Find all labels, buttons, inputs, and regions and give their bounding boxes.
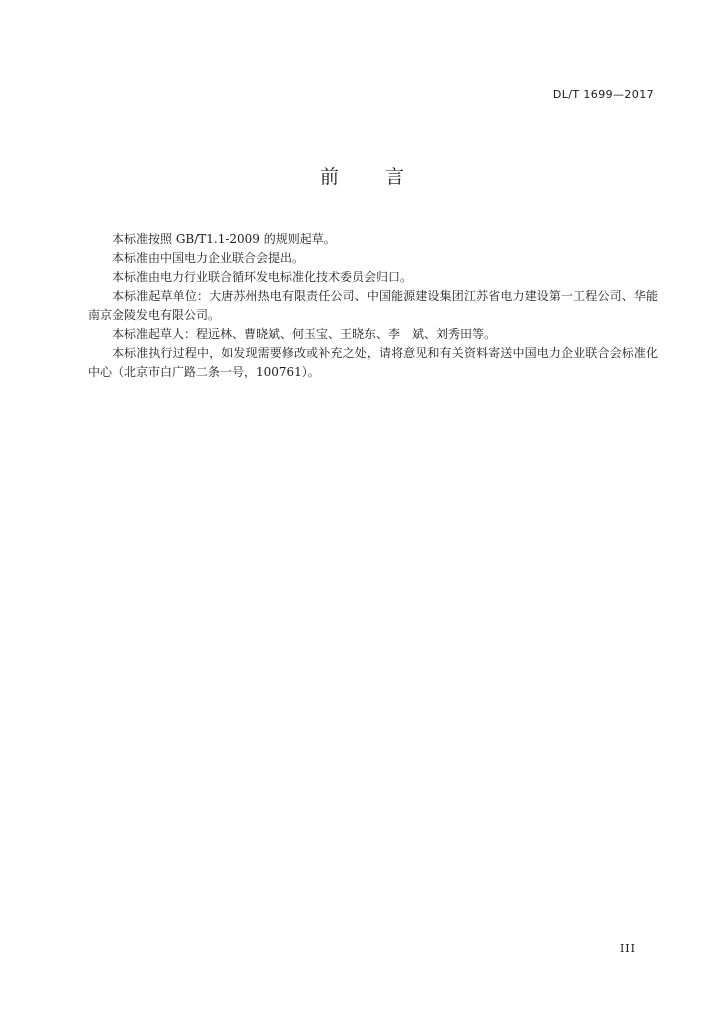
paragraph-feedback: 本标准执行过程中，如发现需要修改或补充之处，请将意见和有关资料寄送中国电力企业联合会标准化中心（北京市白广路二条一号，100761）。	[88, 346, 658, 379]
foreword-body	[88, 230, 658, 382]
paragraph-drafting-rules: 本标准按照 GB/T1.1-2009 的规则起草。	[112, 232, 336, 246]
standard-code: DL/T 1699—2017	[552, 88, 654, 101]
page-number: III	[619, 942, 636, 955]
paragraph-proposer: 本标准由中国电力企业联合会提出。	[112, 251, 305, 265]
page-title: 前 言	[319, 166, 425, 188]
paragraph-drafters: 本标准起草人：程远林、曹晓斌、何玉宝、王晓东、李 斌、刘秀田等。	[112, 327, 497, 341]
paragraph-administration: 本标准由电力行业联合循环发电标准化技术委员会归口。	[112, 270, 413, 284]
paragraph-drafting-units: 本标准起草单位：大唐苏州热电有限责任公司、中国能源建设集团江苏省电力建设第一工程公司、华能南京金陵发电有限公司。	[88, 289, 658, 322]
